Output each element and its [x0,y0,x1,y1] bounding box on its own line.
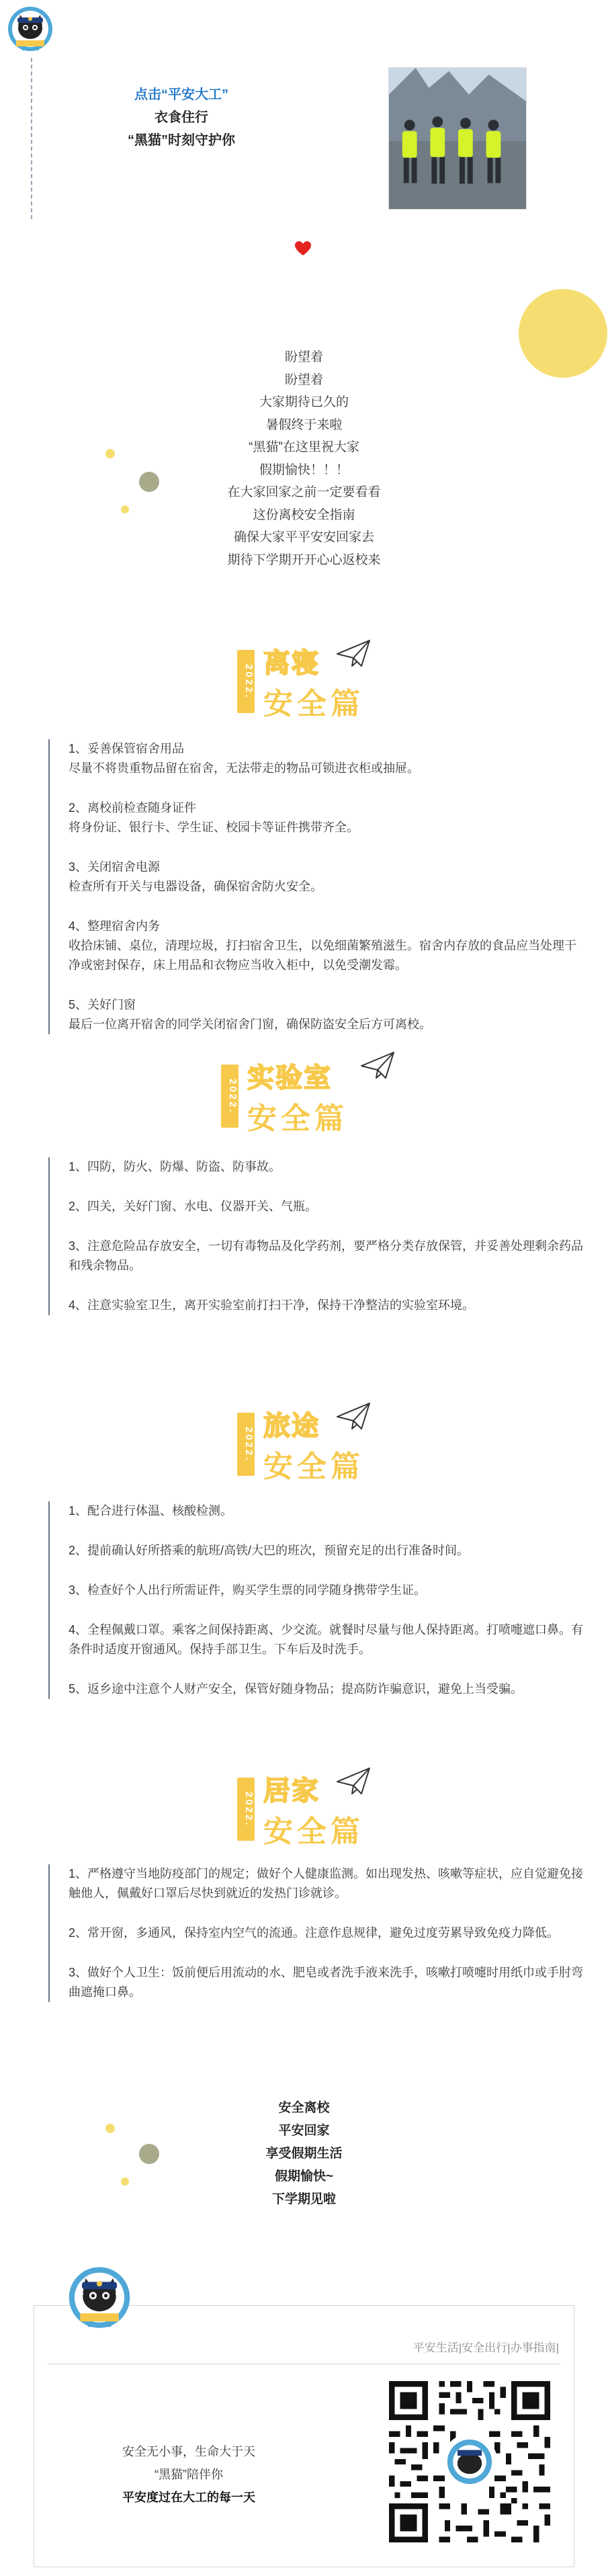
list-item: 2、常开窗，多通风，保持室内空气的流通。注意作息规律，避免过度劳累导致免疫力降低。 [69,1926,560,1940]
section-subtitle: 安全篇 [263,688,364,720]
intro-line: 大家期待已久的 [259,395,349,409]
header-line-2: 衣食住行 [155,110,208,125]
year-tag: 2022. [237,650,255,713]
section-title-lab [0,1056,608,1140]
follow-link[interactable]: 点击“平安大工” [134,87,228,102]
heart-icon [294,241,312,257]
intro-line: 盼望着 [284,372,323,387]
list-item: 1、严格遵守当地防疫部门的规定；做好个人健康监测。如出现发热、咳嗽等症状，应自觉避免接触他人，佩戴好口罩后尽快到就近的发热门诊就诊。 [69,1867,584,1900]
footer-line-1: 安全无小事，生命大于天 [122,2445,255,2458]
police-cat-logo [67,2265,132,2332]
closing-line: 享受假期生活 [265,2147,343,2161]
section-body-home [48,1864,586,2002]
section-title-travel [0,1405,608,1489]
footer-line-3: 平安度过在大工的每一天 [122,2491,255,2504]
list-item: 3、关闭宿舍电源 检查所有开关与电器设备，确保宿舍防火安全。 [69,860,322,893]
footer-card [34,2305,574,2567]
section-title: 实验室 [247,1063,332,1093]
deco-circle-yellow-large [519,289,607,378]
deco-circle-olive [139,472,159,492]
qr-code[interactable] [389,2381,550,2542]
deco-circle-yellow-small [105,2124,115,2133]
list-item: 5、关好门窗 最后一位离开宿舍的同学关闭宿舍门窗，确保防盗安全后方可离校。 [69,998,431,1031]
paper-plane-icon [336,1767,371,1796]
section-body-dorm [48,739,586,1034]
closing-line: 假期愉快~ [274,2169,334,2184]
intro-line: 盼望着 [284,350,323,364]
section-subtitle: 安全篇 [263,1450,364,1483]
list-item: 2、四关，关好门窗、水电、仪器开关、气瓶。 [69,1200,318,1213]
footer-menu-links[interactable]: 平安生活|安全出行|办事指南| [412,2341,559,2354]
section-body-travel [48,1501,586,1699]
dashed-divider [31,58,32,219]
list-item: 5、返乡途中注意个人财产安全，保管好随身物品；提高防诈骗意识，避免上当受骗。 [69,1682,523,1696]
intro-line: 暑假终于来啦 [265,417,343,432]
intro-line: “黑猫”在这里祝大家 [249,440,359,454]
header [0,0,608,222]
section-title: 离寝 [263,649,320,678]
section-title: 旅途 [263,1411,320,1441]
intro-line: 确保大家平平安安回家去 [233,530,374,544]
list-item: 3、注意危险品存放安全，一切有毒物品及化学药剂，要严格分类存放保管，并妥善处理剩余药品和残余物品。 [69,1239,584,1272]
intro-line: 期待下学期开开心心返校来 [227,552,381,567]
paper-plane-icon [336,1402,371,1431]
year-tag: 2022. [237,1413,255,1476]
list-item: 1、四防，防火、防爆、防盗、防事故。 [69,1160,281,1173]
section-body-lab [48,1157,586,1315]
intro-line: 假期愉快！！！ [259,462,349,477]
year-tag: 2022. [237,1778,255,1841]
deco-circle-yellow-tiny [121,505,129,513]
deco-circle-olive [139,2144,159,2164]
list-item: 2、离校前检查随身证件 将身份证、银行卡、学生证、校园卡等证件携带齐全。 [69,801,359,834]
closing-line: 安全离校 [278,2101,330,2115]
year-tag: 2022. [221,1065,238,1128]
footer-slogan [88,2440,290,2509]
section-subtitle: 安全篇 [263,1815,364,1848]
intro-line: 在大家回家之前一定要看看 [227,485,381,499]
list-item: 1、妥善保管宿舍用品 尽量不将贵重物品留在宿舍，无法带走的物品可锁进衣柜或抽屉。 [69,742,419,775]
section-title: 居家 [263,1776,320,1806]
police-cat-logo [7,5,54,54]
section-subtitle: 安全篇 [247,1102,348,1135]
list-item: 2、提前确认好所搭乘的航班/高铁/大巴的班次，预留充足的出行准备时间。 [69,1544,470,1557]
section-title-home [0,1770,608,1854]
list-item: 1、配合进行体温、核酸检测。 [69,1504,233,1518]
intro-poem [168,346,440,571]
list-item: 4、注意实验室卫生，离开实验室前打扫干净，保持干净整洁的实验室环境。 [69,1298,475,1312]
closing-line: 平安回家 [278,2124,330,2138]
deco-circle-yellow-small [105,449,115,458]
security-patrol-photo [388,67,527,210]
header-text [87,83,275,152]
deco-circle-yellow-tiny [121,2177,129,2186]
closing-text [202,2097,406,2211]
list-item: 4、整理宿舍内务 收拾床铺、桌位，清理垃圾，打扫宿舍卫生，以免细菌繁殖滋生。宿舍内存放的食品应当处理干净或密封保存，床上用品和衣物应当收入柜中，以免受潮发霉。 [69,919,576,972]
list-item: 3、检查好个人出行所需证件，购买学生票的同学随身携带学生证。 [69,1583,427,1597]
list-item: 3、做好个人卫生：饭前便后用流动的水、肥皂或者洗手液来洗手，咳嗽打喷嚏时用纸巾或手肘弯曲遮掩口鼻。 [69,1966,584,1999]
header-line-3: “黑猫”时刻守护你 [128,133,235,148]
list-item: 4、全程佩戴口罩。乘客之间保持距离、少交流。就餐时尽量与他人保持距离。打喷嚏遮口鼻。有条件时适度开窗通风。保持手部卫生。下车后及时洗手。 [69,1623,584,1656]
paper-plane-icon [336,639,371,669]
paper-plane-icon [360,1051,395,1081]
footer-line-2: “黑猫”陪伴你 [155,2468,223,2481]
intro-line: 这份离校安全指南 [253,507,355,522]
section-title-dorm [0,642,608,726]
closing-line: 下学期见啦 [271,2192,336,2206]
